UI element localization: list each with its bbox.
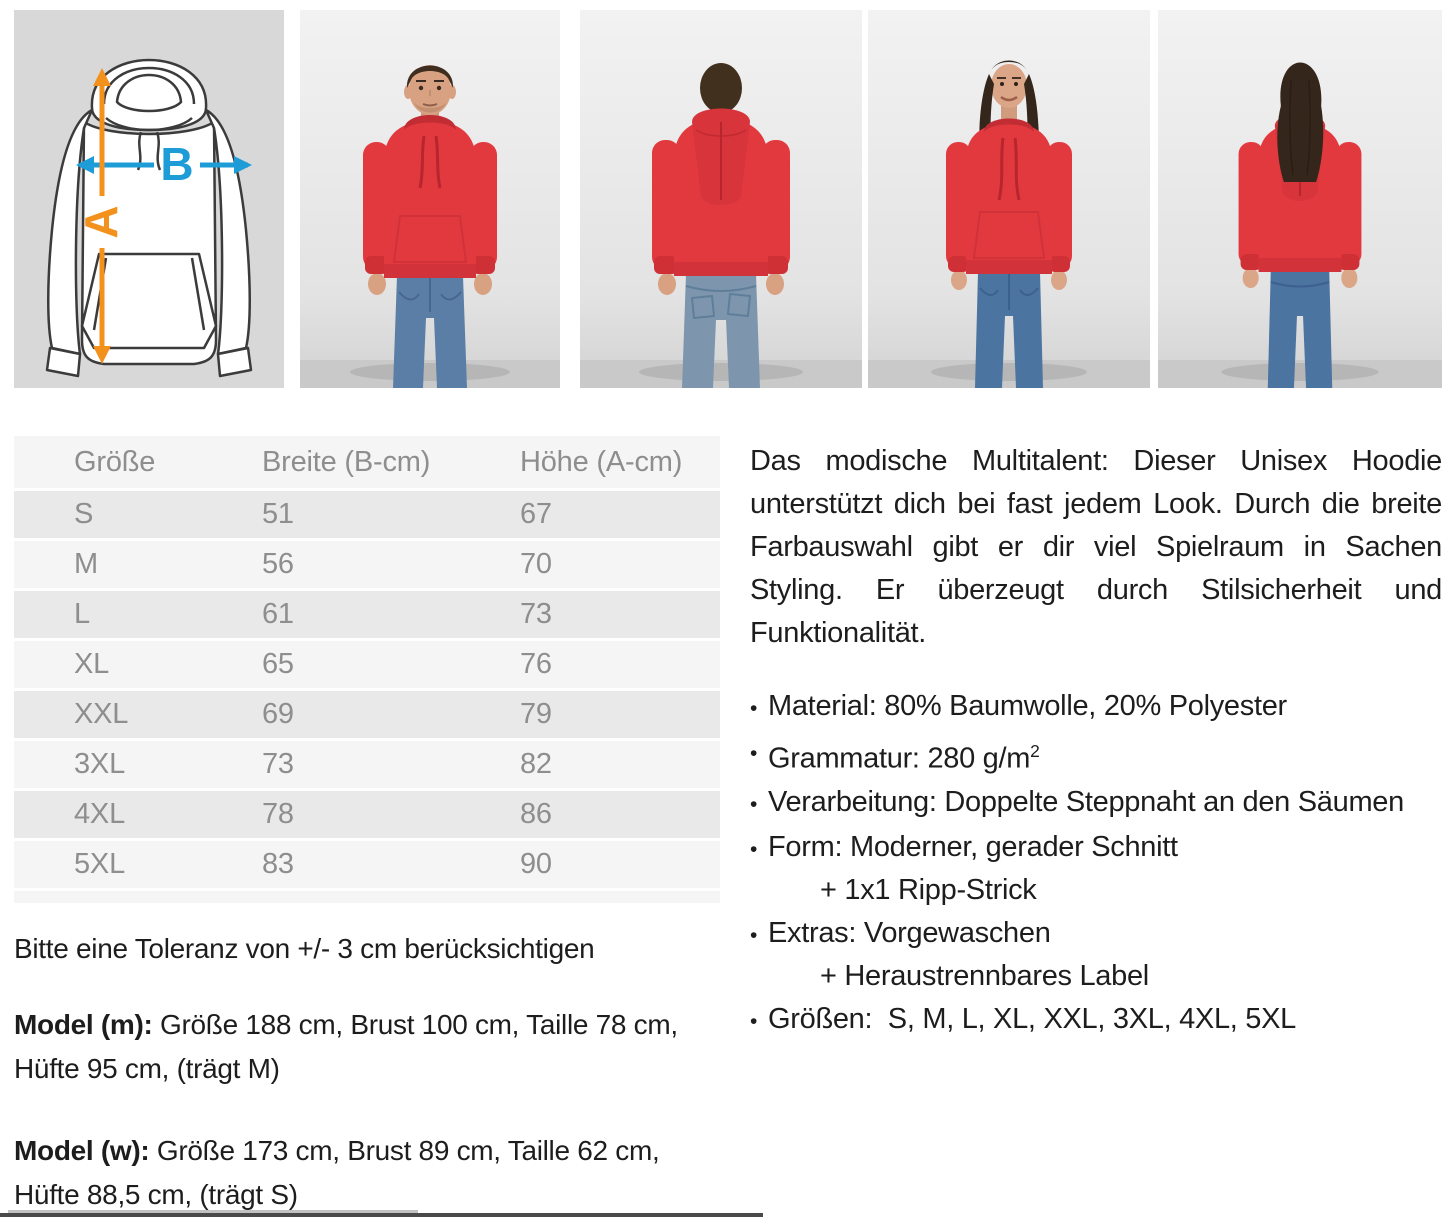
photo-man-back bbox=[580, 10, 862, 388]
list-item: • Verarbeitung: Doppelte Steppnaht an den Säumen bbox=[750, 781, 1442, 826]
list-item: • Grammatur: 280 $g/m^2$ bbox=[750, 730, 1442, 781]
bullet-icon: • bbox=[750, 837, 758, 861]
table-row: M 56 70 bbox=[14, 541, 720, 588]
size-section bbox=[14, 436, 720, 1217]
column-header-size: Größe bbox=[74, 445, 156, 478]
man-back-photo-illustration bbox=[580, 10, 862, 388]
table-row: 3XL 73 82 bbox=[14, 741, 720, 788]
bullet-icon: • bbox=[750, 697, 758, 720]
bullet-icon: • bbox=[750, 923, 758, 947]
list-item: • Extras: Vorgewaschen + Heraustrennbares Label bbox=[750, 912, 1442, 998]
list-item: • Form: Moderner, gerader Schnitt + 1x1 Ripp-Strick bbox=[750, 826, 1442, 912]
size-table-footer-strip bbox=[14, 891, 720, 903]
list-item: • Material: 80% Baumwolle, 20% Polyester bbox=[750, 685, 1442, 730]
column-header-height: Höhe (A-cm) bbox=[520, 445, 683, 478]
table-row: L 61 73 bbox=[14, 591, 720, 638]
table-row: S 51 67 bbox=[14, 491, 720, 538]
photo-woman-front bbox=[868, 10, 1150, 388]
woman-front-photo-illustration bbox=[868, 10, 1150, 388]
table-row: XL 65 76 bbox=[14, 641, 720, 688]
photo-woman-back bbox=[1158, 10, 1442, 388]
superscript: 2 bbox=[1030, 741, 1040, 761]
bullet-icon: • bbox=[750, 1009, 758, 1033]
man-front-photo-illustration bbox=[300, 10, 560, 388]
product-description bbox=[750, 440, 1442, 1043]
feature-list bbox=[750, 685, 1442, 1043]
model-w-label: Model (w): bbox=[14, 1135, 150, 1166]
photo-man-front bbox=[300, 10, 560, 388]
model-m-label: Model (m): bbox=[14, 1009, 153, 1040]
size-table bbox=[14, 436, 720, 903]
woman-back-photo-illustration bbox=[1158, 10, 1442, 388]
table-row: XXL 69 79 bbox=[14, 691, 720, 738]
model-w-measurements: Model (w): Größe 173 cm, Brust 89 cm, Taille 62 cm, Hüfte 88,5 cm, (trägt S) bbox=[14, 1135, 667, 1210]
size-diagram bbox=[14, 10, 284, 388]
table-row: 4XL 78 86 bbox=[14, 791, 720, 838]
bullet-icon: • bbox=[750, 792, 758, 816]
label-a: A bbox=[75, 205, 127, 239]
size-table-header bbox=[14, 436, 720, 488]
table-row: 5XL 83 90 bbox=[14, 841, 720, 888]
column-header-width: Breite (B-cm) bbox=[262, 445, 431, 478]
model-m-measurements: Model (m): Größe 188 cm, Brust 100 cm, Taille 78 cm, Hüfte 95 cm, (trägt M) bbox=[14, 1009, 686, 1084]
list-item: • Größen: S, M, L, XL, XXL, 3XL, 4XL, 5XL bbox=[750, 998, 1442, 1043]
hoodie-measurement-illustration bbox=[14, 10, 284, 388]
cutoff-element-dark bbox=[0, 1213, 763, 1217]
label-b: B bbox=[160, 138, 194, 190]
description-intro: Das modische Multitalent: Dieser Unisex Hoodie unterstützt dich bei fast jedem Look. Durch die breite Farbauswahl gibt er dir viel Spielraum in Sachen Styling. Er überzeugt durch Stilsicherheit und Funktionalität. bbox=[750, 445, 1442, 649]
bullet-icon: • bbox=[750, 742, 758, 765]
tolerance-note: Bitte eine Toleranz von +/- 3 cm berücksichtigen bbox=[14, 933, 595, 964]
